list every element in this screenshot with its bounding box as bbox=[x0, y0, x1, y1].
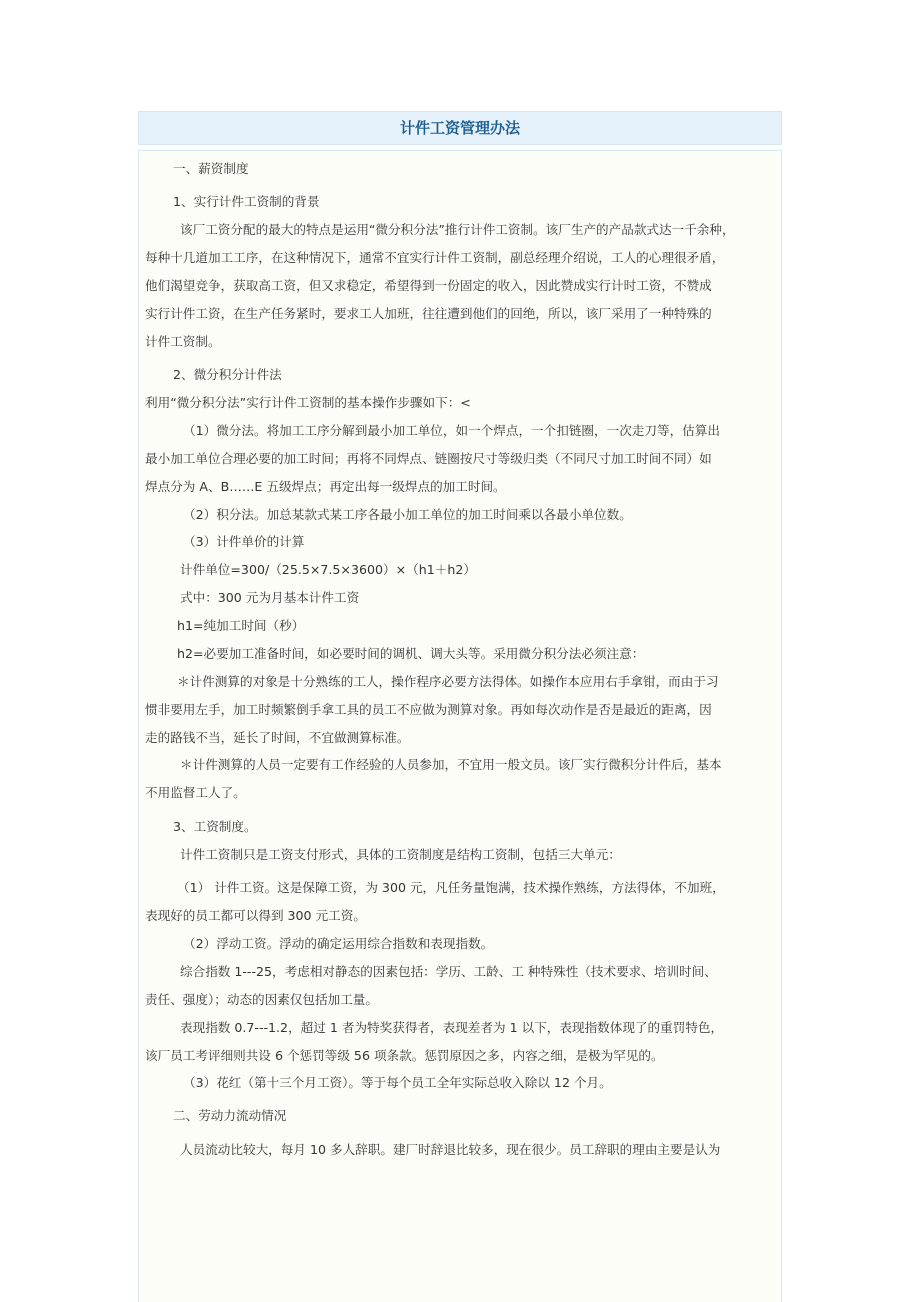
paragraph-line: 他们渴望竞争，获取高工资，但又求稳定，希望得到一份固定的收入，因此赞成实行计时工资，不赞成 bbox=[145, 278, 712, 293]
paragraph-line: 人员流动比较大，每月 10 多人辞职。建厂时辞退比较多，现在很少。员工辞职的理由主要是认为 bbox=[180, 1142, 721, 1157]
section-heading: 一、薪资制度 bbox=[173, 161, 249, 176]
paragraph-line: 该厂工资分配的最大的特点是运用“微分积分法”推行计件工资制。该厂生产的产品款式达一千余种， bbox=[180, 222, 735, 237]
paragraph-line: ＊计件测算的人员一定要有工作经验的人员参加，不宜用一般文员。该厂实行微积分计件后，基本 bbox=[180, 757, 722, 772]
subsection-heading: 2、微分积分计件法 bbox=[173, 367, 282, 382]
paragraph-line: ＊计件测算的对象是十分熟练的工人，操作程序必要方法得体。如操作本应用右手拿钳，而由于习 bbox=[177, 674, 719, 689]
paragraph-line: 不用监督工人了。 bbox=[145, 785, 246, 800]
paragraph-line: （1）微分法。将加工工序分解到最小加工单位，如一个焊点，一个扣链圈，一次走刀等，估算出 bbox=[183, 423, 720, 438]
paragraph-line: 计件工资制。 bbox=[145, 334, 221, 349]
paragraph-line: 每种十几道加工工序，在这种情况下，通常不宜实行计件工资制，副总经理介绍说，工人的心理很矛盾， bbox=[145, 250, 725, 265]
paragraph-line: 最小加工单位合理必要的加工时间；再将不同焊点、链圈按尺寸等级归类（不同尺寸加工时间不同）如 bbox=[145, 451, 712, 466]
paragraph-line: 综合指数 1---25，考虑相对静态的因素包括：学历、工龄、工 种特殊性（技术要求、培训时间、 bbox=[180, 964, 717, 979]
subsection-heading: 3、工资制度。 bbox=[173, 819, 257, 834]
paragraph-line: 表现好的员工都可以得到 300 元工资。 bbox=[145, 908, 366, 923]
paragraph-line: 惯非要用左手，加工时频繁倒手拿工具的员工不应做为测算对象。再如每次动作是否是最近的距离，因 bbox=[145, 702, 712, 717]
subsection-heading: 1、实行计件工资制的背景 bbox=[173, 194, 320, 209]
formula-note: h2=必要加工准备时间，如必要时间的调机、调大头等。采用微分积分法必须注意： bbox=[177, 646, 645, 661]
paragraph-line: 利用“微分积分法”实行计件工资制的基本操作步骤如下：< bbox=[145, 395, 471, 410]
paragraph-line: 走的路钱不当，延长了时间，不宜做测算标准。 bbox=[145, 730, 410, 745]
paragraph-line: 该厂员工考评细则共设 6 个惩罚等级 56 项条款。惩罚原因之多，内容之细，是极为罕见的。 bbox=[145, 1048, 664, 1063]
paragraph-line: （3）计件单价的计算 bbox=[183, 534, 305, 549]
paragraph-line: 表现指数 0.7---1.2，超过 1 者为特奖获得者，表现差者为 1 以下，表现指数体现了的重罚特色， bbox=[180, 1020, 724, 1035]
paragraph-line: 实行计件工资，在生产任务紧时，要求工人加班，往往遭到他们的回绝，所以，该厂采用了一种特殊的 bbox=[145, 306, 712, 321]
document-title: 计件工资管理办法 bbox=[138, 111, 782, 145]
formula-note: 式中：300 元为月基本计件工资 bbox=[180, 590, 360, 605]
paragraph-line: （3）花红（第十三个月工资）。等于每个员工全年实际总收入除以 12 个月。 bbox=[183, 1075, 612, 1090]
paragraph-line: 责任、强度）；动态的因素仅包括加工量。 bbox=[145, 992, 378, 1007]
section-heading: 二、劳动力流动情况 bbox=[173, 1108, 287, 1123]
paragraph-line: （2）积分法。加总某款式某工序各最小加工单位的加工时间乘以各最小单位数。 bbox=[183, 507, 632, 522]
paragraph-line: 计件工资制只是工资支付形式，具体的工资制度是结构工资制，包括三大单元： bbox=[180, 847, 621, 862]
paragraph-line: （1） 计件工资。这是保障工资，为 300 元，凡任务量饱满，技术操作熟练，方法得体，不加班， bbox=[177, 880, 725, 895]
paragraph-line: 焊点分为 A、B……E 五级焊点；再定出每一级焊点的加工时间。 bbox=[145, 479, 506, 494]
paragraph-line: （2）浮动工资。浮动的确定运用综合指数和表现指数。 bbox=[183, 936, 494, 951]
formula-line: 计件单位=300/（25.5×7.5×3600）×（h1＋h2） bbox=[180, 562, 476, 577]
formula-note: h1=纯加工时间（秒） bbox=[177, 618, 305, 633]
document-body bbox=[138, 150, 782, 1302]
